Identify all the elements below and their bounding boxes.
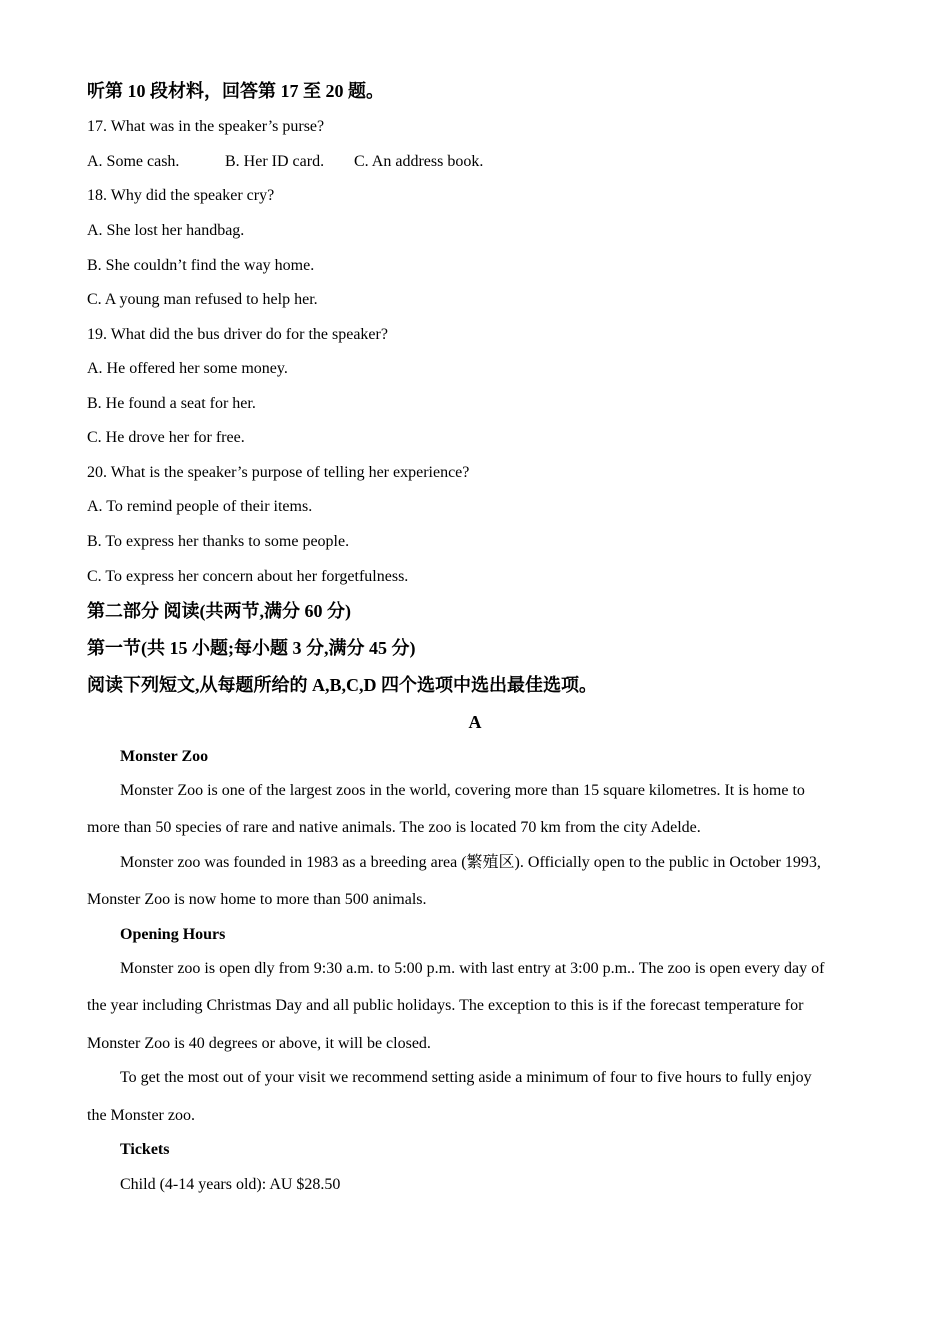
passage-title: Monster Zoo: [120, 748, 209, 765]
q19-option-b: B. He found a seat for her.: [87, 395, 256, 412]
ticket-child-price: Child (4-14 years old): AU $28.50: [120, 1176, 341, 1193]
q20-option-c: C. To express her concern about her forgetfulness.: [87, 568, 409, 585]
passage-letter: A: [468, 712, 482, 732]
paragraph-4-line-2: the Monster zoo.: [87, 1107, 195, 1124]
paragraph-2-line-2: Monster Zoo is now home to more than 500 animals.: [87, 891, 427, 908]
tickets-title: Tickets: [120, 1141, 170, 1158]
listening-heading: 听第 10 段材料，回答第 17 至 20 题。: [87, 81, 384, 101]
paragraph-3-line-2: the year including Christmas Day and all public holidays. The exception to this is if the forecast temperature for: [87, 997, 804, 1014]
q17-option-b: B. Her ID card.: [225, 153, 325, 170]
q20-option-a: A. To remind people of their items.: [87, 498, 313, 515]
q19-option-a: A. He offered her some money.: [87, 360, 288, 377]
question-17-options: [87, 152, 887, 172]
q19-option-c: C. He drove her for free.: [87, 429, 245, 446]
paragraph-1-line-2: more than 50 species of rare and native animals. The zoo is located 70 km from the city Adelde.: [87, 819, 701, 836]
paragraph-3-line-3: Monster Zoo is 40 degrees or above, it will be closed.: [87, 1035, 431, 1052]
question-17: 17. What was in the speaker’s purse?: [87, 118, 325, 135]
reading-instruction: 阅读下列短文,从每题所给的 A,B,C,D 四个选项中选出最佳选项。: [87, 675, 598, 695]
reading-part-heading: 第二部分 阅读(共两节,满分 60 分): [87, 601, 351, 621]
q20-option-b: B. To express her thanks to some people.: [87, 533, 350, 550]
question-19: 19. What did the bus driver do for the speaker?: [87, 326, 388, 343]
paragraph-2-line-1: Monster zoo was founded in 1983 as a breeding area (繁殖区). Officially open to the public in October 1993,: [120, 854, 821, 871]
reading-section-heading: 第一节(共 15 小题;每小题 3 分,满分 45 分): [87, 638, 416, 658]
q17-option-c: C. An address book.: [354, 153, 484, 170]
paragraph-1-line-1: Monster Zoo is one of the largest zoos in the world, covering more than 15 square kilometres. It is home to: [120, 782, 805, 799]
q18-option-c: C. A young man refused to help her.: [87, 291, 318, 308]
q18-option-b: B. She couldn’t find the way home.: [87, 257, 315, 274]
paragraph-3-line-1: Monster zoo is open dly from 9:30 a.m. to 5:00 p.m. with last entry at 3:00 p.m.. The zoo is open every day of: [120, 960, 825, 977]
q18-option-a: A. She lost her handbag.: [87, 222, 245, 239]
q17-option-a: A. Some cash.: [87, 153, 180, 170]
question-18: 18. Why did the speaker cry?: [87, 187, 275, 204]
paragraph-4-line-1: To get the most out of your visit we recommend setting aside a minimum of four to five hours to fully enjoy: [120, 1069, 812, 1086]
opening-hours-title: Opening Hours: [120, 926, 226, 943]
question-20: 20. What is the speaker’s purpose of telling her experience?: [87, 464, 470, 481]
